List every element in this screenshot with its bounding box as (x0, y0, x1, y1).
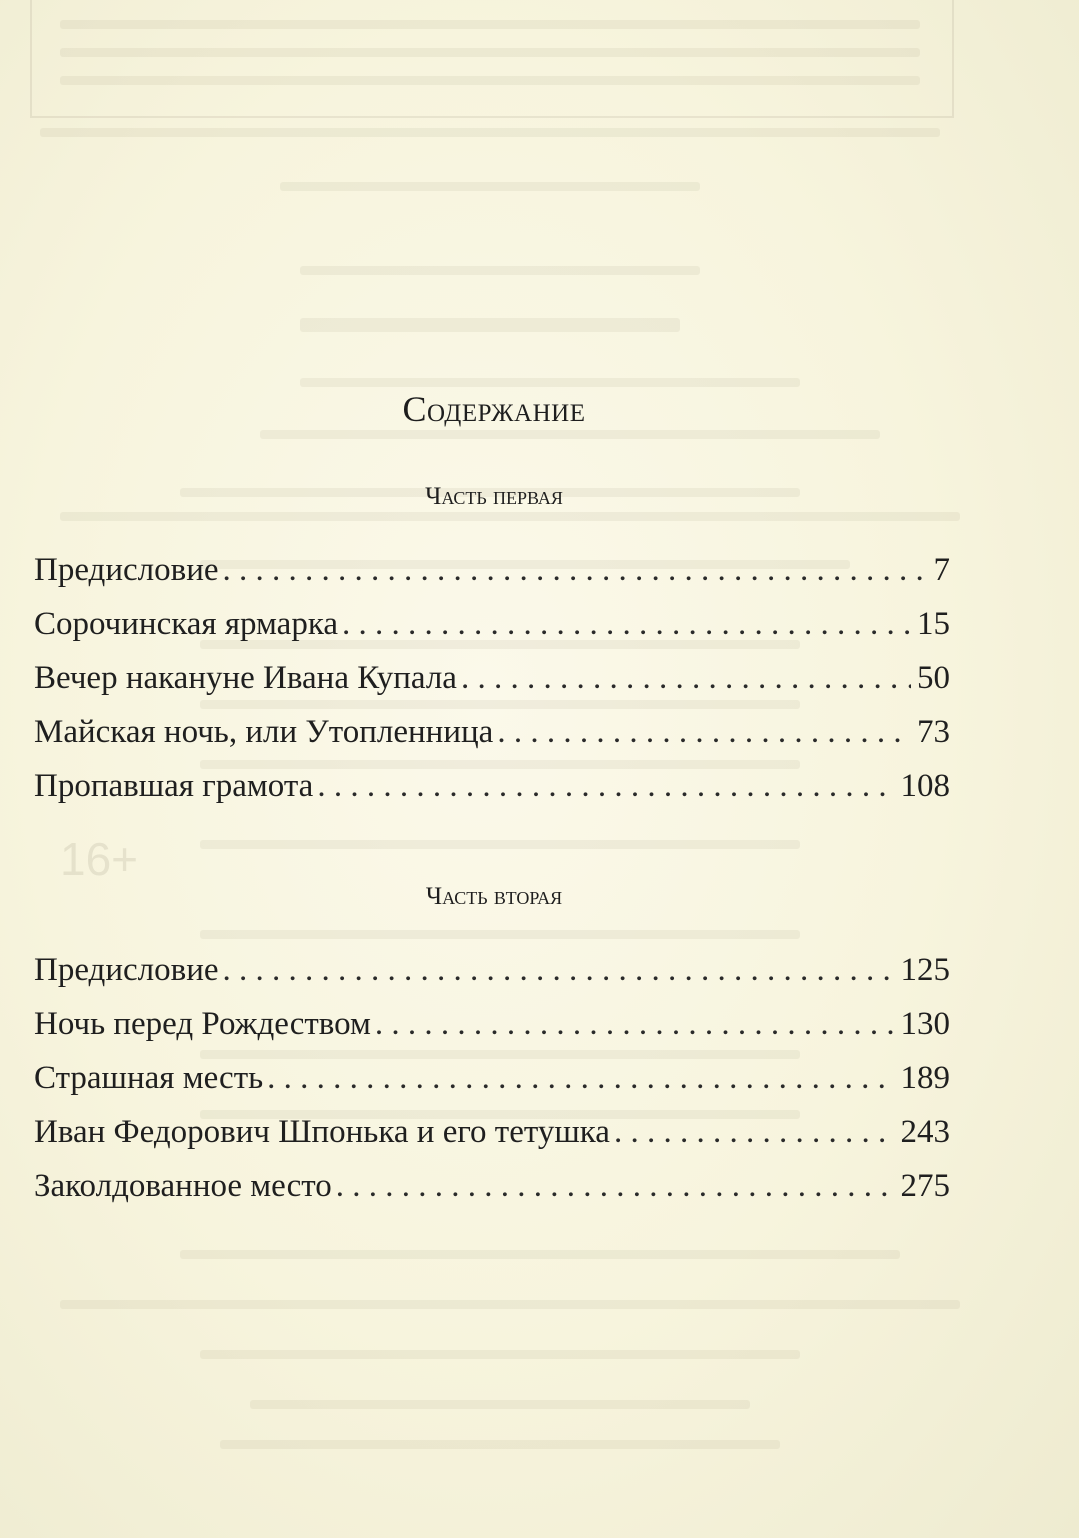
toc-entry-page: 50 (917, 660, 950, 696)
toc-entry-page: 7 (933, 552, 950, 588)
toc-entry[interactable] (34, 759, 950, 813)
toc-entry[interactable] (34, 543, 950, 597)
toc-entry-page: 130 (900, 1006, 950, 1042)
toc-entry-title: Майская ночь, или Утопленница (34, 714, 494, 750)
dot-leader (461, 651, 911, 705)
toc-entry-title: Вечер накануне Ивана Купала (34, 660, 457, 696)
toc-entry-page: 73 (917, 714, 950, 750)
toc-entry-title: Ночь перед Рождеством (34, 1006, 371, 1042)
toc-entry[interactable] (34, 1105, 950, 1159)
toc-entry[interactable] (34, 1051, 950, 1105)
part-one-heading: Часть первая (425, 483, 563, 510)
toc-entry-title: Сорочинская ярмарка (34, 606, 338, 642)
toc-entry-page: 243 (900, 1114, 950, 1150)
toc-entry-page: 15 (917, 606, 950, 642)
dot-leader (267, 1051, 894, 1105)
dot-leader (317, 759, 894, 813)
toc-entry-title: Предисловие (34, 952, 219, 988)
dot-leader (223, 943, 895, 997)
toc-entry-page: 125 (900, 952, 950, 988)
toc-entry-title: Пропавшая грамота (34, 768, 314, 804)
toc-entry-page: 108 (900, 768, 950, 804)
dot-leader (223, 543, 928, 597)
dot-leader (336, 1159, 895, 1213)
toc-entry[interactable] (34, 597, 950, 651)
toc-entry-title: Иван Федорович Шпонька и его тетушка (34, 1114, 610, 1150)
page-title: Содержание (402, 389, 586, 429)
toc-entry[interactable] (34, 997, 950, 1051)
dot-leader (497, 705, 911, 759)
part-two-contents (34, 943, 950, 1213)
dot-leader (614, 1105, 895, 1159)
toc-entry[interactable] (34, 1159, 950, 1213)
dot-leader (375, 997, 895, 1051)
show-through-background: 16+ (0, 0, 1079, 1538)
toc-entry-title: Заколдованное место (34, 1168, 332, 1204)
toc-entry-page: 275 (900, 1168, 950, 1204)
toc-entry[interactable] (34, 705, 950, 759)
toc-entry[interactable] (34, 943, 950, 997)
part-two-heading: Часть вторая (425, 883, 563, 910)
toc-entry-title: Страшная месть (34, 1060, 264, 1096)
dot-leader (342, 597, 911, 651)
toc-entry-page: 189 (900, 1060, 950, 1096)
toc-entry-title: Предисловие (34, 552, 219, 588)
toc-entry[interactable] (34, 651, 950, 705)
part-one-contents (34, 543, 950, 813)
